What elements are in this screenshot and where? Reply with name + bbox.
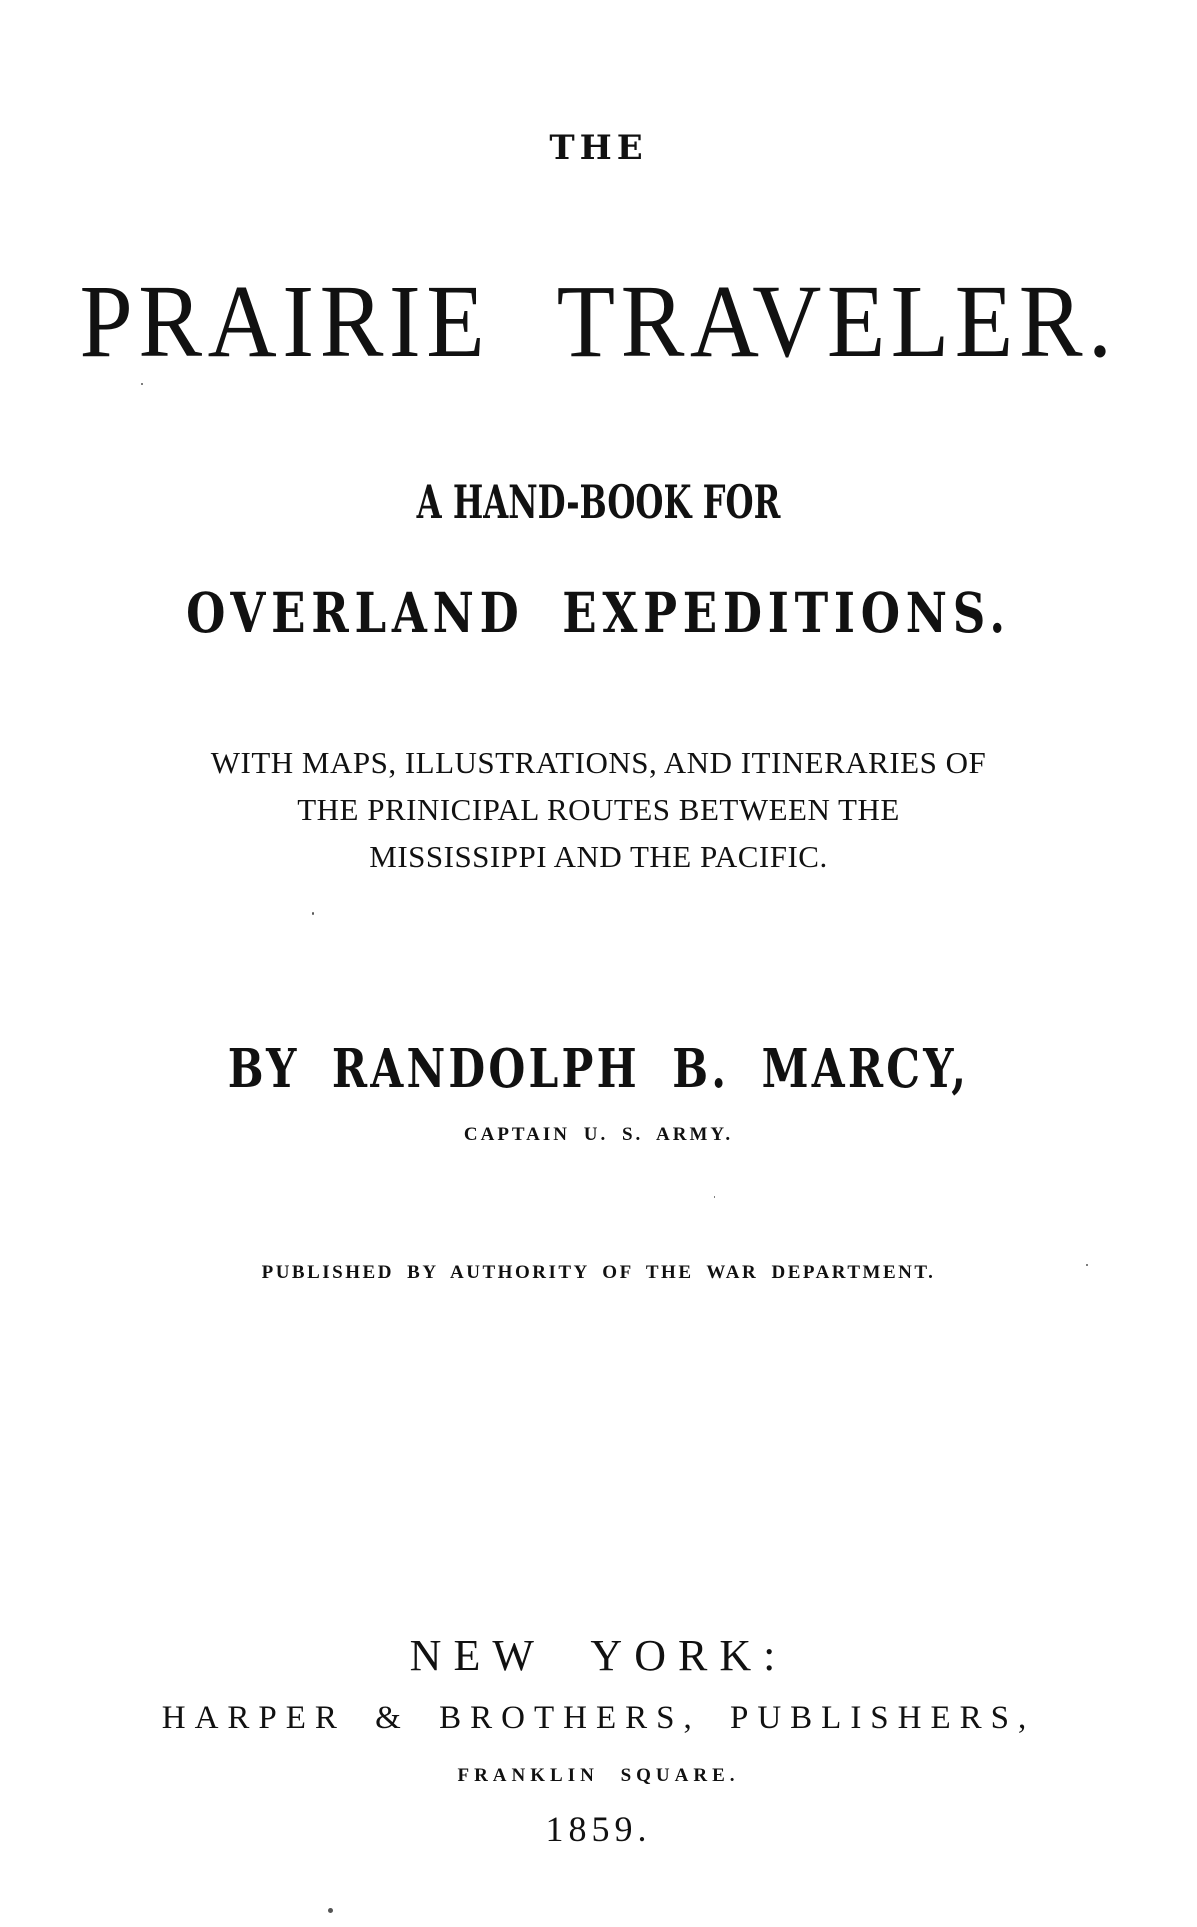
imprint-city: NEW YORK: xyxy=(409,1631,788,1680)
author-rank: CAPTAIN U. S. ARMY. xyxy=(463,1124,734,1145)
imprint-publisher: HARPER & BROTHERS, PUBLISHERS, xyxy=(161,1700,1036,1736)
imprint-year: 1859. xyxy=(545,1809,652,1849)
print-speck xyxy=(328,1908,333,1913)
subtitle-line-2: OVERLAND EXPEDITIONS. xyxy=(186,580,1011,645)
book-title: PRAIRIE TRAVELER. xyxy=(79,264,1118,379)
print-speck xyxy=(1086,1264,1088,1266)
print-speck xyxy=(141,383,143,385)
print-speck xyxy=(714,1196,715,1198)
description-line-1: WITH MAPS, ILLUSTRATIONS, AND ITINERARIES OF xyxy=(210,745,987,780)
subtitle-line-1: A HAND-BOOK FOR xyxy=(416,475,781,529)
authority-statement: PUBLISHED BY AUTHORITY OF THE WAR DEPARTMENT. xyxy=(261,1262,936,1283)
description-line-2: THE PRINICIPAL ROUTES BETWEEN THE xyxy=(297,792,900,827)
print-speck xyxy=(312,912,314,915)
title-article: THE xyxy=(549,128,648,168)
author-line: BY RANDOLPH B. MARCY, xyxy=(227,1038,970,1100)
description-line-3: MISSISSIPPI AND THE PACIFIC. xyxy=(369,839,828,874)
imprint-address: FRANKLIN SQUARE. xyxy=(457,1765,740,1786)
